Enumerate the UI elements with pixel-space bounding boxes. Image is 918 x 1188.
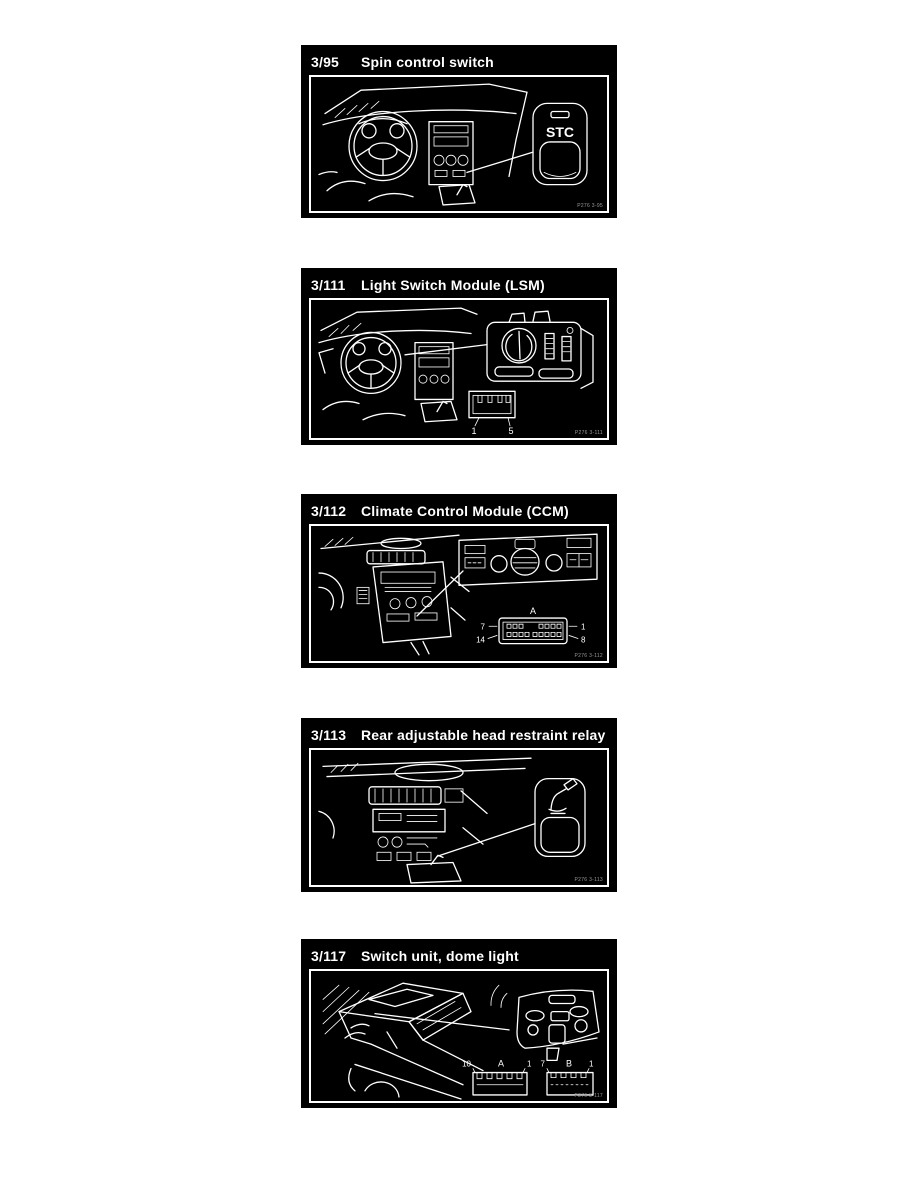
- figure-ref: 3/113: [311, 727, 347, 743]
- head-restraint-relay-illustration: [311, 750, 607, 885]
- figure-title: Switch unit, dome light: [361, 948, 519, 964]
- dome-unit-drawing: [491, 985, 599, 1060]
- dashboard-drawing: [319, 84, 527, 205]
- figure-ref: 3/112: [311, 503, 347, 519]
- figure-frame: [309, 748, 609, 887]
- connector-label: A: [529, 605, 537, 616]
- figure-panel-light-switch-module: [301, 268, 617, 445]
- figure-title: Rear adjustable head restraint relay: [361, 727, 606, 743]
- spin-control-switch-illustration: [311, 77, 607, 211]
- connector-b-pin-left: 7: [540, 1059, 545, 1069]
- callout-line: [417, 571, 463, 616]
- dashboard-drawing: [319, 758, 531, 883]
- figure-panel-head-restraint-relay: [301, 718, 617, 892]
- figure-header: [311, 500, 609, 522]
- lsm-drawing: [487, 311, 593, 388]
- connector-b-pin-right: 1: [589, 1059, 594, 1069]
- stc-switch-drawing: [533, 103, 587, 184]
- stc-label: STC: [546, 123, 574, 140]
- connector-a-pin-left: 10: [462, 1059, 471, 1069]
- light-switch-module-illustration: [311, 300, 607, 438]
- figure-ref: 3/117: [311, 948, 347, 964]
- car-drawing: [323, 983, 483, 1099]
- connector-a-label: A: [498, 1058, 504, 1069]
- pin-label-bottom-right: 8: [581, 635, 586, 645]
- figure-frame: [309, 298, 609, 440]
- figure-header: [311, 51, 609, 73]
- dashboard-drawing: [319, 535, 469, 655]
- figure-header: [311, 724, 609, 746]
- connector-a-drawing: [462, 1058, 532, 1094]
- pin-label-bottom-left: 14: [476, 635, 485, 645]
- figure-code: P276 3-117: [574, 1093, 603, 1099]
- callout-line: [405, 345, 487, 355]
- relay-switch-drawing: [535, 779, 585, 857]
- callout-line: [437, 824, 535, 857]
- callout-line: [375, 1014, 509, 1030]
- climate-control-module-illustration: [311, 526, 607, 661]
- lsm-connector-drawing: [469, 391, 515, 436]
- figure-header: [311, 274, 609, 296]
- dome-light-illustration: [311, 971, 607, 1101]
- connector-a-pin-right: 1: [527, 1059, 532, 1069]
- connector-b-drawing: [541, 1058, 594, 1094]
- figure-title: Spin control switch: [361, 54, 494, 70]
- figure-panel-climate-control-module: [301, 494, 617, 668]
- figure-code: P276 3-111: [574, 430, 603, 436]
- figure-code: P276 3-112: [574, 653, 603, 659]
- figure-ref: 3/95: [311, 54, 340, 70]
- connector-b-label: B: [566, 1058, 572, 1069]
- pin-label-top-left: 7: [480, 622, 485, 632]
- figure-panel-dome-light-switch-unit: [301, 939, 617, 1108]
- figure-frame: [309, 524, 609, 663]
- figure-frame: [309, 969, 609, 1103]
- figure-title: Light Switch Module (LSM): [361, 277, 545, 293]
- figure-panel-spin-control-switch: [301, 45, 617, 218]
- figure-code: P276 3-95: [577, 203, 603, 209]
- pin-label-top-right: 1: [581, 622, 586, 632]
- figure-frame: [309, 75, 609, 213]
- pin-label-first: 1: [471, 425, 477, 436]
- figure-header: [311, 945, 609, 967]
- callout-line: [467, 152, 533, 172]
- dashboard-drawing: [319, 308, 477, 422]
- figure-code: P276 3-113: [574, 877, 603, 883]
- ccm-connector-drawing: [476, 606, 586, 645]
- pin-label-last: 5: [508, 425, 514, 436]
- figure-ref: 3/111: [311, 277, 346, 293]
- figure-title: Climate Control Module (CCM): [361, 503, 569, 519]
- ccm-panel-drawing: [459, 534, 597, 585]
